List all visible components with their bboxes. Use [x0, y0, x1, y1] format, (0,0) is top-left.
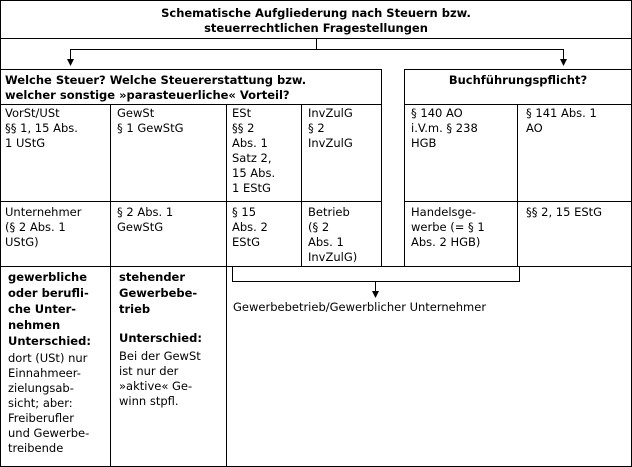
cell-gewerbebetrieb-bold: Gewerbebe- — [119, 286, 198, 300]
cell-gewerbliche-text: Freiberufler — [8, 411, 74, 425]
cell-ao141-line: AO — [526, 121, 543, 135]
cell-betrieb-line: (§ 2 — [308, 220, 330, 234]
cell-estg15-line: Abs. 2 — [232, 220, 268, 234]
cell-gewerbliche-text: treibende — [8, 441, 64, 455]
cell-estg215-line: §§ 2, 15 EStG — [526, 205, 603, 219]
cell-hgb-line: werbe (= § 1 — [411, 220, 485, 234]
cell-gewerbebetrieb-text: ist nur der — [119, 364, 179, 378]
cell-estg15-line: § 15 — [232, 205, 257, 219]
cell-invzulg-line: InvZulG — [308, 136, 353, 150]
cell-betrieb-line: Abs. 1 — [308, 235, 344, 249]
cell-gewerbliche-bold: gewerbliche — [8, 270, 88, 284]
cell-ao140-line: HGB — [411, 136, 437, 150]
cell-gewerbebetrieb-unterschied: Unterschied: — [119, 331, 202, 345]
cell-gewstg2-line: GewStG — [117, 220, 164, 234]
cell-gewst-line: GewSt — [117, 106, 155, 120]
cell-gewerbliche-bold: nehmen — [8, 318, 61, 332]
cell-est-line: Abs. 1 — [232, 136, 268, 150]
cell-gewst-line: § 1 GewStG — [117, 121, 184, 135]
cell-gewerbliche-text: Einnahmeer- — [8, 366, 81, 380]
cell-unternehmer-line: (§ 2 Abs. 1 — [5, 220, 66, 234]
cell-gewerbliche-text: und Gewerbe- — [8, 426, 90, 440]
cell-invzulg-line: InvZulG — [308, 106, 353, 120]
cell-ao140-line: i.V.m. § 238 — [411, 121, 478, 135]
cell-est-line: §§ 2 — [232, 121, 255, 135]
arrow-down-right — [560, 59, 567, 66]
cell-betrieb-line: InvZulG) — [308, 250, 358, 264]
cell-gewerbebetrieb-text: »aktive« Ge- — [119, 379, 193, 393]
cell-ao141-line: § 141 Abs. 1 — [526, 106, 597, 120]
cell-est-line: 1 EStG — [232, 181, 271, 195]
left-header-line-2: welcher sonstige »parasteuerliche« Vorteil? — [5, 88, 290, 102]
cell-est-line: Satz 2, — [232, 151, 272, 165]
left-header-line-1: Welche Steuer? Welche Steuererstattung bzw. — [5, 73, 307, 87]
cell-ust-line: VorSt/USt — [5, 106, 60, 120]
right-header: Buchführungspflicht? — [448, 73, 588, 87]
cell-gewerbliche-bold: oder berufli- — [8, 286, 89, 300]
cell-gewerbebetrieb-text: Bei der GewSt — [119, 349, 201, 363]
cell-unternehmer-line: Unternehmer — [5, 205, 82, 219]
cell-ust-line: 1 UStG — [5, 136, 46, 150]
cell-ao140-line: § 140 AO — [411, 106, 463, 120]
arrow-down-left — [67, 59, 74, 66]
cell-ust-line: §§ 1, 15 Abs. — [5, 121, 78, 135]
cell-betrieb-line: Betrieb — [308, 205, 350, 219]
cell-hgb-line: Handelsge- — [411, 205, 477, 219]
cell-est-line: ESt — [232, 106, 252, 120]
cell-gewerbliche-bold: che Unter- — [8, 302, 77, 316]
cell-gewerbliche-text: sicht; aber: — [8, 396, 73, 410]
cell-gewstg2-line: § 2 Abs. 1 — [117, 205, 174, 219]
cell-hgb-line: Abs. 2 HGB) — [411, 235, 481, 249]
cell-gewerbebetrieb-bold: trieb — [119, 302, 151, 316]
cell-gewerbliche-text: dort (USt) nur — [8, 351, 88, 365]
cell-est-line: 15 Abs. — [232, 166, 276, 180]
cell-invzulg-line: § 2 — [308, 121, 325, 135]
result-label: Gewerbebetrieb/Gewerblicher Unternehmer — [233, 300, 487, 314]
arrow-down-result — [372, 291, 379, 298]
cell-gewerbliche-text: zielungsab- — [8, 381, 74, 395]
title-line-1: Schematische Aufgliederung nach Steuern bzw. — [161, 6, 471, 20]
cell-gewerbebetrieb-bold: stehender — [119, 270, 186, 284]
title-line-2: steuerrechtlichen Fragestellungen — [204, 21, 428, 35]
cell-gewerbliche-bold: Unterschied: — [8, 334, 91, 348]
cell-estg15-line: EStG — [232, 235, 260, 249]
cell-gewerbebetrieb-text: winn stpfl. — [119, 394, 179, 408]
cell-unternehmer-line: UStG) — [5, 235, 39, 249]
